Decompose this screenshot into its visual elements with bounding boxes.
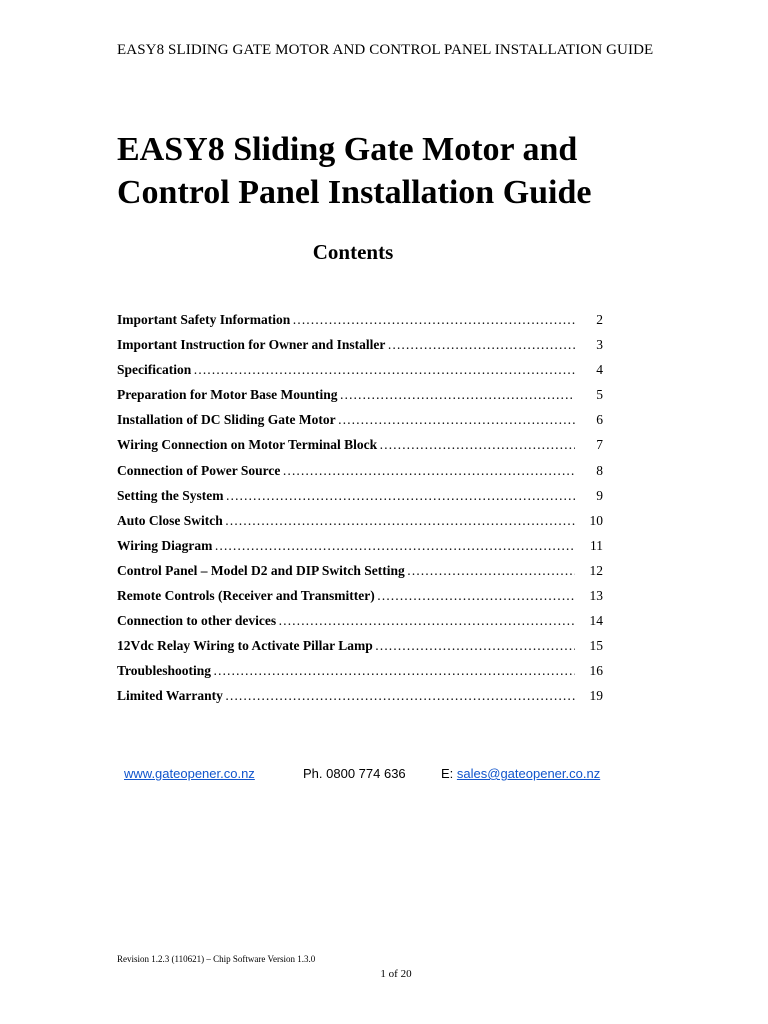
toc-entry — [117, 588, 603, 613]
document-title: EASY8 Sliding Gate Motor and Control Panel Installation Guide — [117, 131, 592, 211]
toc-entry-title: Wiring Diagram — [117, 537, 213, 553]
toc-entry — [117, 538, 603, 563]
email-label: E: — [441, 766, 457, 781]
toc-entry-title: Specification — [117, 362, 192, 378]
toc-leader — [339, 387, 575, 403]
toc-entry — [117, 513, 603, 538]
toc-leader — [377, 588, 575, 604]
toc-entry-page: 13 — [589, 588, 603, 604]
toc-entry-page: 7 — [596, 437, 603, 453]
toc-entry — [117, 387, 603, 412]
toc-leader — [214, 538, 575, 554]
toc-leader — [225, 513, 575, 529]
toc-entry-title: Auto Close Switch — [117, 512, 223, 528]
toc-entry-page: 8 — [596, 462, 603, 478]
toc-entry-page: 3 — [596, 337, 603, 353]
toc-entry — [117, 613, 603, 638]
table-of-contents — [117, 312, 603, 714]
toc-entry-page: 6 — [596, 412, 603, 428]
toc-entry — [117, 437, 603, 462]
toc-leader — [278, 613, 575, 629]
toc-entry-title: 12Vdc Relay Wiring to Activate Pillar Lamp — [117, 638, 373, 654]
toc-leader — [225, 688, 575, 704]
toc-entry — [117, 337, 603, 362]
toc-leader — [292, 312, 575, 328]
toc-entry — [117, 663, 603, 688]
toc-leader — [387, 337, 575, 353]
toc-entry-page: 10 — [589, 512, 603, 528]
toc-entry-page: 5 — [596, 387, 603, 403]
toc-leader — [338, 412, 575, 428]
revision-note: Revision 1.2.3 (110621) – Chip Software Version 1.3.0 — [117, 954, 316, 964]
email-block — [441, 766, 600, 781]
toc-entry-title: Control Panel – Model D2 and DIP Switch Setting — [117, 562, 405, 578]
toc-entry-title: Installation of DC Sliding Gate Motor — [117, 412, 336, 428]
toc-entry — [117, 412, 603, 437]
website-link[interactable]: www.gateopener.co.nz — [124, 766, 255, 781]
toc-entry-title: Connection to other devices — [117, 613, 277, 629]
toc-entry-page: 4 — [596, 362, 603, 378]
toc-leader — [282, 463, 575, 479]
toc-entry-title: Wiring Connection on Motor Terminal Block — [117, 437, 378, 453]
toc-entry-title: Important Safety Information — [117, 312, 291, 327]
toc-entry-page: 11 — [590, 537, 603, 553]
toc-entry-title: Connection of Power Source — [117, 462, 281, 478]
toc-entry-page: 14 — [589, 613, 603, 629]
toc-entry — [117, 312, 603, 337]
toc-entry-title: Important Instruction for Owner and Installer — [117, 337, 386, 353]
toc-leader — [375, 638, 575, 654]
toc-entry-page: 2 — [596, 312, 603, 327]
toc-entry-title: Limited Warranty — [117, 688, 223, 704]
toc-entry-title: Preparation for Motor Base Mounting — [117, 387, 338, 403]
toc-entry — [117, 463, 603, 488]
toc-entry-page: 9 — [596, 487, 603, 503]
email-link[interactable]: sales@gateopener.co.nz — [456, 766, 601, 781]
toc-entry — [117, 563, 603, 588]
toc-entry-title: Setting the System — [117, 487, 224, 503]
phone-number: Ph. 0800 774 636 — [303, 766, 406, 781]
toc-entry-title: Troubleshooting — [117, 663, 212, 679]
toc-entry-page: 19 — [589, 688, 603, 704]
contents-heading: Contents — [312, 240, 394, 264]
toc-leader — [407, 563, 575, 579]
toc-entry — [117, 488, 603, 513]
toc-leader — [193, 362, 575, 378]
toc-leader — [213, 663, 575, 679]
toc-entry-title: Remote Controls (Receiver and Transmitter) — [117, 588, 375, 604]
page-number: 1 of 20 — [380, 968, 412, 980]
toc-leader — [379, 437, 575, 453]
toc-entry-page: 15 — [589, 638, 603, 654]
toc-entry — [117, 638, 603, 663]
toc-entry — [117, 688, 603, 713]
toc-leader — [226, 488, 576, 504]
running-header: EASY8 SLIDING GATE MOTOR AND CONTROL PANEL INSTALLATION GUIDE — [117, 42, 654, 58]
toc-entry-page: 12 — [589, 562, 603, 578]
contact-line — [0, 766, 768, 786]
toc-entry — [117, 362, 603, 387]
toc-entry-page: 16 — [589, 663, 603, 679]
